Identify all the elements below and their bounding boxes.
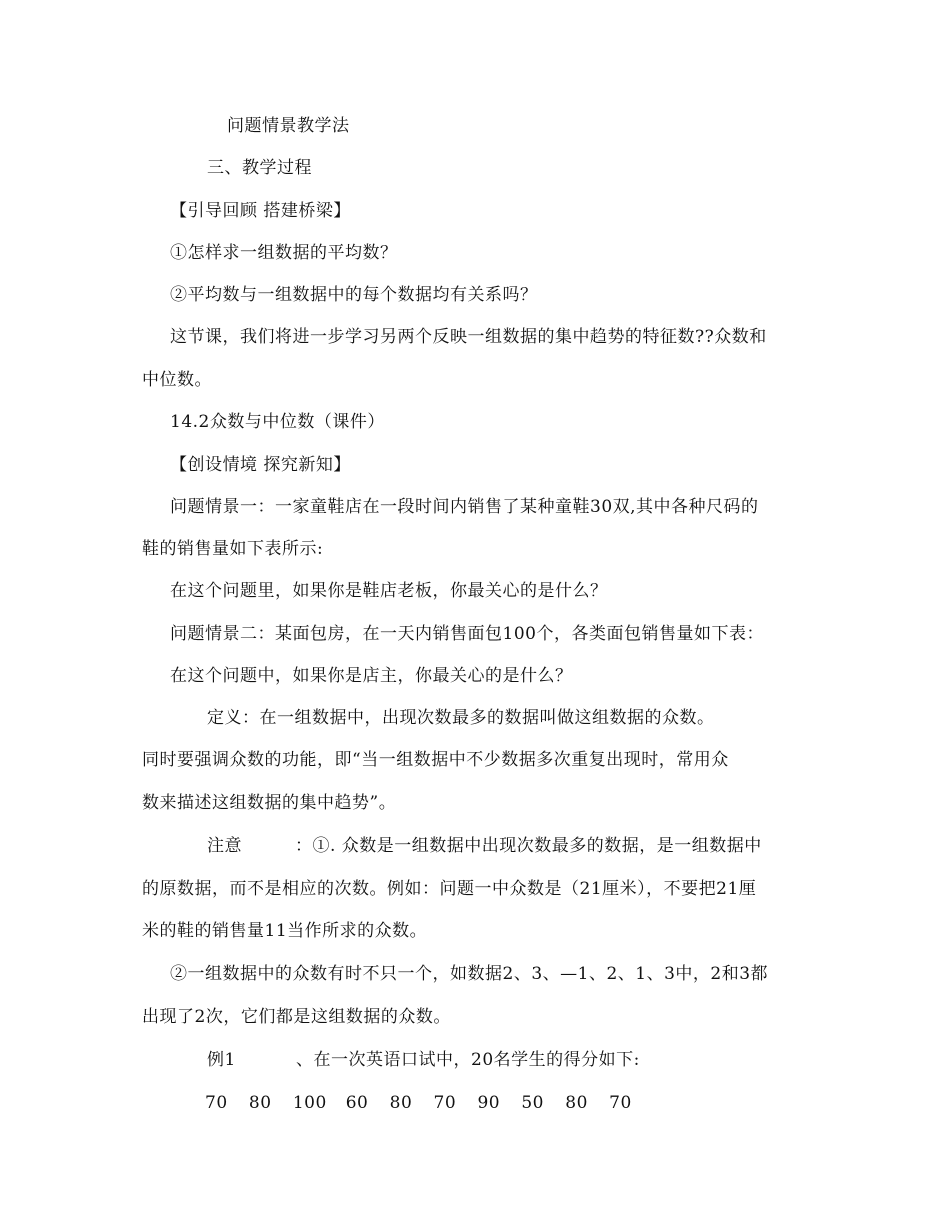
review-question-1: ①怎样求一组数据的平均数？ [170, 243, 398, 263]
score-value: 80 [248, 1093, 272, 1113]
scenario1-line-2: 鞋的销售量如下表所示: [142, 539, 324, 559]
emphasis-line-1: 同时要强调众数的功能，即“当一组数据中不少数据多次重复出现时，常用众 [142, 750, 729, 770]
definition-line: 定义：在一组数据中，出现次数最多的数据叫做这组数据的众数。 [207, 708, 715, 728]
scenario1-line-1: 问题情景一：一家童鞋店在一段时间内销售了某种童鞋30双,其中各种尺码的 [170, 497, 759, 517]
score-value: 90 [477, 1093, 501, 1113]
note-line-2: 的原数据，而不是相应的次数。例如：问题一中众数是（21厘米），不要把21厘 [142, 879, 757, 899]
score-value: 70 [609, 1093, 632, 1113]
section-heading: 三、教学过程 [207, 158, 312, 178]
score-value: 80 [565, 1093, 588, 1113]
note-line-1: ：①. 众数是一组数据中出现次数最多的数据，是一组数据中 [295, 836, 762, 856]
score-value: 70 [433, 1093, 457, 1113]
scenario2-question: 在这个问题中，如果你是店主，你最关心的是什么？ [170, 666, 573, 686]
intro-paragraph-line-2: 中位数。 [142, 370, 212, 390]
review-question-2: ②平均数与一组数据中的每个数据均有关系吗？ [170, 285, 538, 305]
note-line-3: 米的鞋的销售量11当作所求的众数。 [142, 921, 428, 941]
example-label: 例1 [207, 1050, 236, 1070]
note2-line-2: 出现了2次，它们都是这组数据的众数。 [142, 1007, 451, 1027]
score-value: 60 [345, 1093, 369, 1113]
scenario2-line: 问题情景二：某面包房，在一天内销售面包100个，各类面包销售量如下表： [170, 624, 764, 644]
scenario-heading: 【创设情境 探究新知】 [170, 455, 351, 475]
scenario1-question: 在这个问题里，如果你是鞋店老板，你最关心的是什么？ [170, 581, 608, 601]
score-value: 80 [389, 1093, 413, 1113]
courseware-line: 14.2众数与中位数（课件） [170, 412, 385, 432]
intro-paragraph-line-1: 这节课，我们将进一步学习另两个反映一组数据的集中趋势的特征数??众数和 [170, 327, 767, 347]
example-text: 、在一次英语口试中，20名学生的得分如下: [296, 1050, 640, 1070]
scores-row [205, 1091, 647, 1115]
emphasis-line-2: 数来描述这组数据的集中趋势”。 [142, 793, 397, 813]
method-line: 问题情景教学法 [227, 116, 350, 136]
note2-line-1: ②一组数据中的众数有时不只一个，如数据2、3、—1、2、1、3中，2和3都 [170, 964, 769, 984]
note-label: 注意 [207, 836, 242, 856]
score-value: 70 [205, 1093, 228, 1113]
review-heading: 【引导回顾 搭建桥梁】 [170, 201, 351, 221]
score-value: 100 [292, 1093, 327, 1113]
score-value: 50 [521, 1093, 544, 1113]
